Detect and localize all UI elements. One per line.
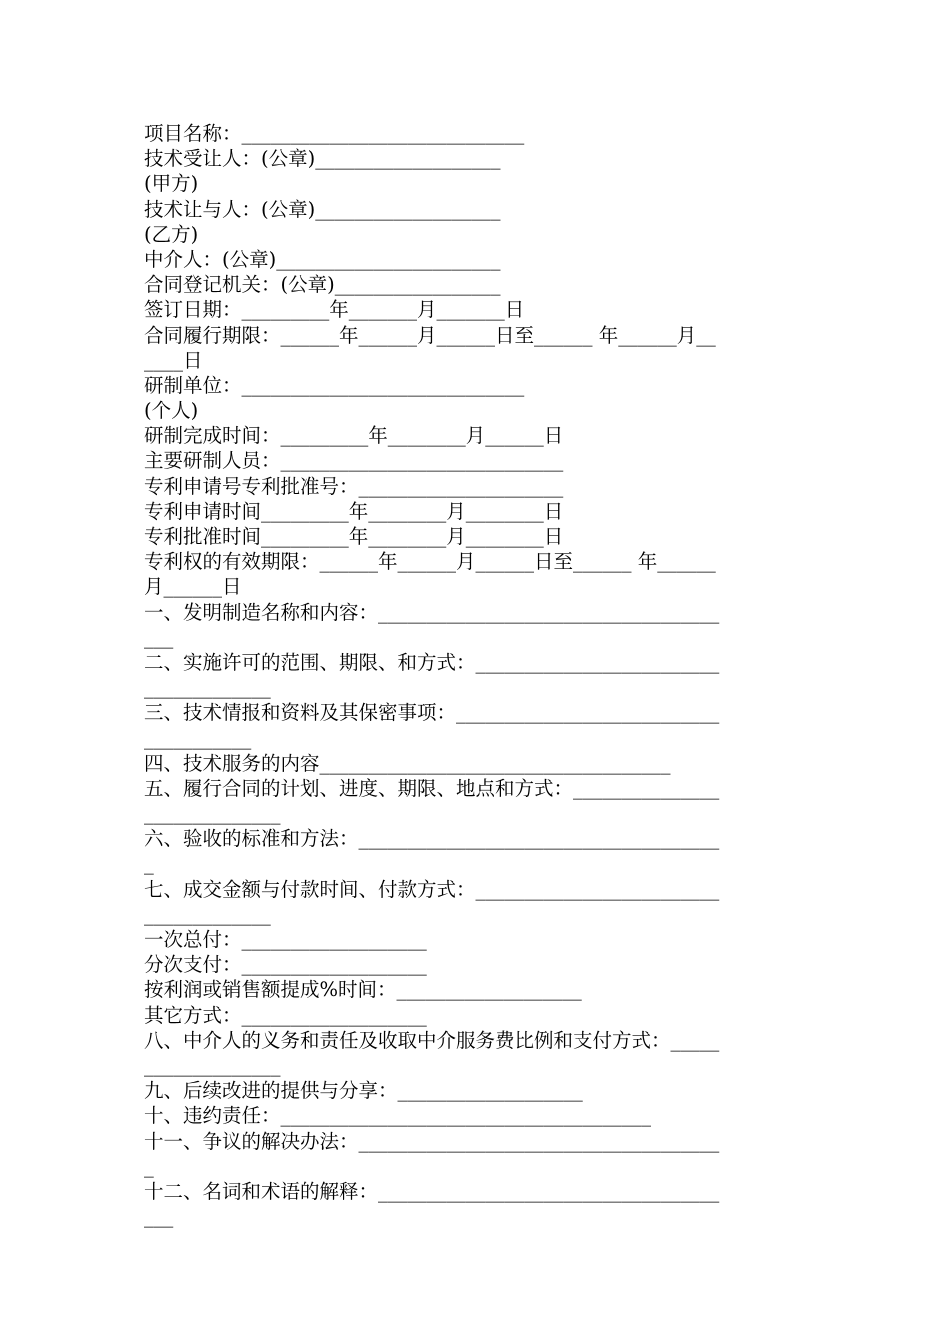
clause-2-line: 二、实施许可的范围、期限、和方式：_________________________ (144, 650, 720, 674)
clause-11-line-cont: _ (144, 1154, 154, 1178)
clause-7-line-cont: _____________ (144, 902, 271, 926)
contract-document (144, 121, 808, 1229)
registration-authority-line: 合同登记机关：(公章)_________________ (144, 273, 501, 297)
clause-9-line: 九、后续改进的提供与分享：___________________ (144, 1079, 583, 1103)
patent-application-time-line: 专利申请时间_________年________月________日 (144, 499, 564, 523)
clause-7-line: 七、成交金额与付款时间、付款方式：_________________________ (144, 877, 720, 901)
clause-12-line: 十二、名词和术语的解释：___________________________________ (144, 1179, 720, 1203)
signing-date-line: 签订日期：_________年_______月_______日 (144, 298, 525, 322)
clause-3-line-cont: ___________ (144, 726, 252, 750)
clause-6-line-cont: _ (144, 852, 154, 876)
clause-1-line: 一、发明制造名称和内容：___________________________________ (144, 600, 720, 624)
completion-time-line: 研制完成时间：_________年________月______日 (144, 424, 564, 448)
clause-4-line: 四、技术服务的内容____________________________________ (144, 751, 671, 775)
clause-2-line-cont: _____________ (144, 676, 271, 700)
lump-sum-payment-line: 一次总付：___________________ (144, 928, 427, 951)
individual-label: (个人) (144, 399, 199, 423)
clause-5-line-cont: ______________ (144, 802, 281, 826)
clause-12-line-cont: ___ (144, 1205, 174, 1229)
clause-6-line: 六、验收的标准和方法：_____________________________________ (144, 827, 720, 851)
patent-validity-line-cont: 月______日 (144, 575, 242, 599)
clause-10-line: 十、违约责任：______________________________________ (144, 1104, 652, 1128)
contract-term-line: 合同履行期限：______年______月______日至______ 年______月__ (144, 323, 716, 347)
party-b-label: (乙方) (144, 222, 199, 246)
installment-payment-line: 分次支付：___________________ (144, 953, 427, 977)
intermediary-line: 中介人：(公章)_______________________ (144, 247, 501, 271)
patent-numbers-line: 专利申请号专利批准号：_____________________ (144, 474, 564, 498)
patent-approval-time-line: 专利批准时间_________年________月________日 (144, 525, 564, 548)
clause-3-line: 三、技术情报和资料及其保密事项：___________________________ (144, 701, 720, 725)
other-payment-line: 其它方式：___________________ (144, 1003, 427, 1027)
patent-validity-line: 专利权的有效期限：______年______月______日至______ 年______ (144, 550, 716, 574)
developer-unit-line: 研制单位：_____________________________ (144, 373, 525, 397)
clause-1-line-cont: ___ (144, 625, 174, 649)
licensee-line: 技术受让人：(公章)___________________ (144, 147, 501, 171)
project-name-line: 项目名称：_____________________________ (144, 122, 525, 145)
contract-term-line-cont: ____日 (144, 348, 203, 372)
party-a-label: (甲方) (144, 172, 199, 196)
main-developers-line: 主要研制人员：_____________________________ (144, 449, 564, 473)
clause-5-line: 五、履行合同的计划、进度、期限、地点和方式：_______________ (144, 776, 720, 800)
royalty-payment-line: 按利润或销售额提成%时间：___________________ (144, 978, 582, 1002)
clause-11-line: 十一、争议的解决办法：_____________________________________ (144, 1129, 720, 1153)
clause-8-line-cont: ______________ (144, 1053, 281, 1077)
licensor-line: 技术让与人：(公章)___________________ (144, 197, 501, 221)
clause-8-line: 八、中介人的义务和责任及收取中介服务费比例和支付方式：_____ (144, 1028, 720, 1052)
